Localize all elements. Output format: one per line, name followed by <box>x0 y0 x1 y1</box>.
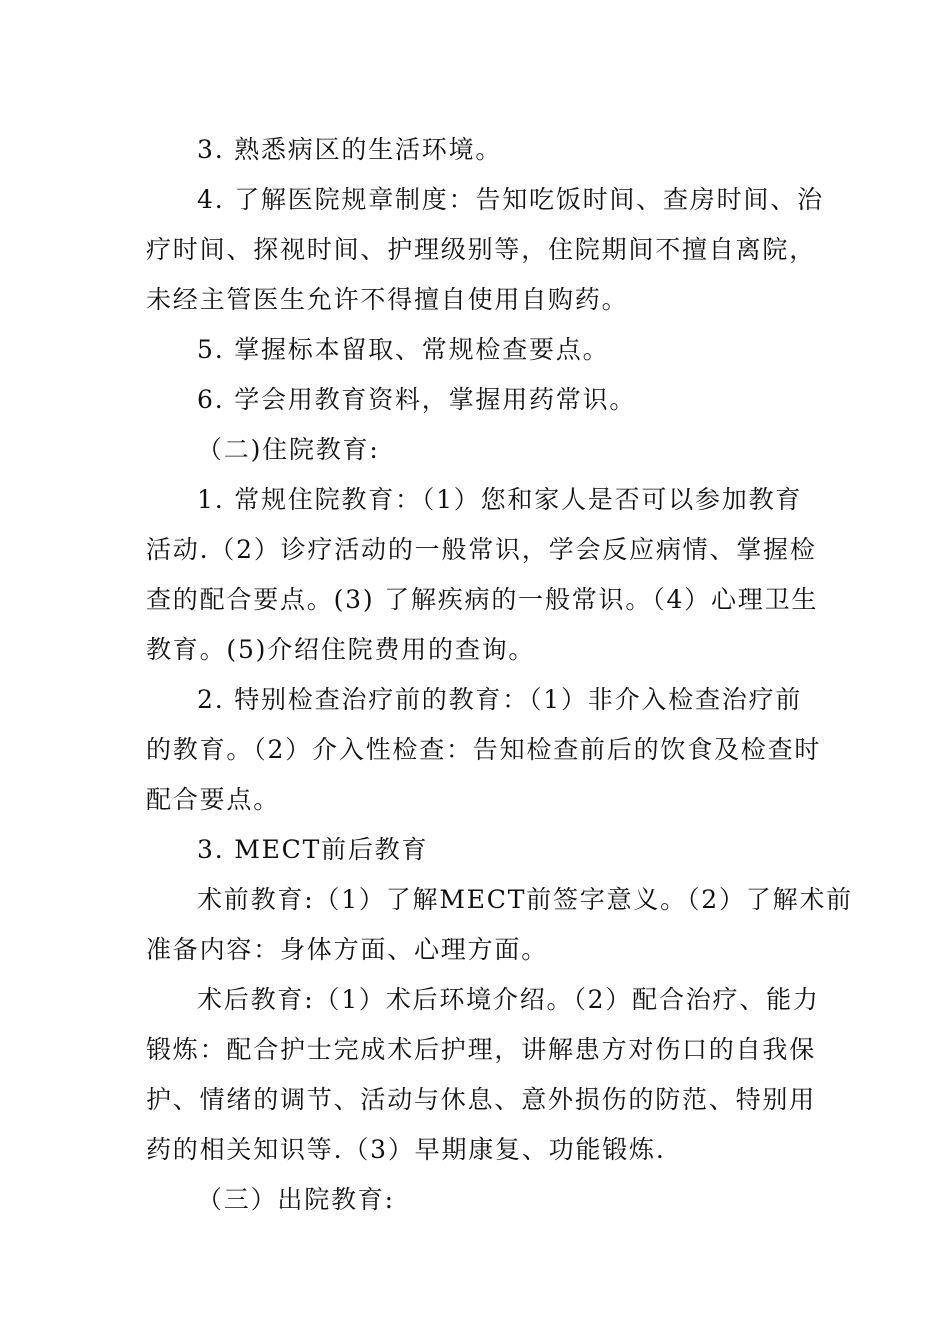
paragraph-line-16: 术前教育:（1）了解MECT前签字意义。（2）了解术前 <box>197 885 853 914</box>
paragraph-line-6: 6. 学会用教育资料，掌握用药常识。 <box>197 385 637 414</box>
paragraph-line-1: 3. 熟悉病区的生活环境。 <box>197 135 503 164</box>
paragraph-line-19: 锻炼：配合护士完成术后护理，讲解患方对伤口的自我保 <box>146 1035 817 1064</box>
paragraph-line-4: 未经主管医生允许不得擅自使用自购药。 <box>146 285 629 314</box>
paragraph-line-14: 配合要点。 <box>146 785 281 814</box>
paragraph-line-12: 2. 特别检查治疗前的教育：（1）非介入检查治疗前 <box>197 685 803 714</box>
paragraph-line-15: 3. MECT前后教育 <box>197 835 429 864</box>
paragraph-line-9: 活动.（2）诊疗活动的一般常识，学会反应病情、掌握检 <box>146 535 817 564</box>
section-heading-inpatient-education: （二)住院教育: <box>197 435 380 464</box>
paragraph-line-2: 4. 了解医院规章制度：告知吃饭时间、查房时间、治 <box>197 185 824 214</box>
paragraph-line-5: 5. 掌握标本留取、常规检查要点。 <box>197 335 610 364</box>
paragraph-line-20: 护、情绪的调节、活动与休息、意外损伤的防范、特别用 <box>146 1085 817 1114</box>
paragraph-line-10: 查的配合要点。(3) 了解疾病的一般常识。（4）心理卫生 <box>146 585 819 614</box>
paragraph-line-13: 的教育。（2）介入性检查：告知检查前后的饮食及检查时 <box>146 735 822 764</box>
paragraph-line-21: 药的相关知识等.（3）早期康复、功能锻炼. <box>146 1135 666 1164</box>
section-heading-discharge-education: （三）出院教育: <box>197 1185 395 1214</box>
paragraph-line-8: 1. 常规住院教育：（1）您和家人是否可以参加教育 <box>197 485 803 514</box>
paragraph-line-17: 准备内容：身体方面、心理方面。 <box>146 935 549 964</box>
paragraph-line-3: 疗时间、探视时间、护理级别等，住院期间不擅自离院， <box>146 235 817 264</box>
paragraph-line-18: 术后教育:（1）术后环境介绍。（2）配合治疗、能力 <box>197 985 820 1014</box>
paragraph-line-11: 教育。(5)介绍住院费用的查询。 <box>146 635 536 664</box>
